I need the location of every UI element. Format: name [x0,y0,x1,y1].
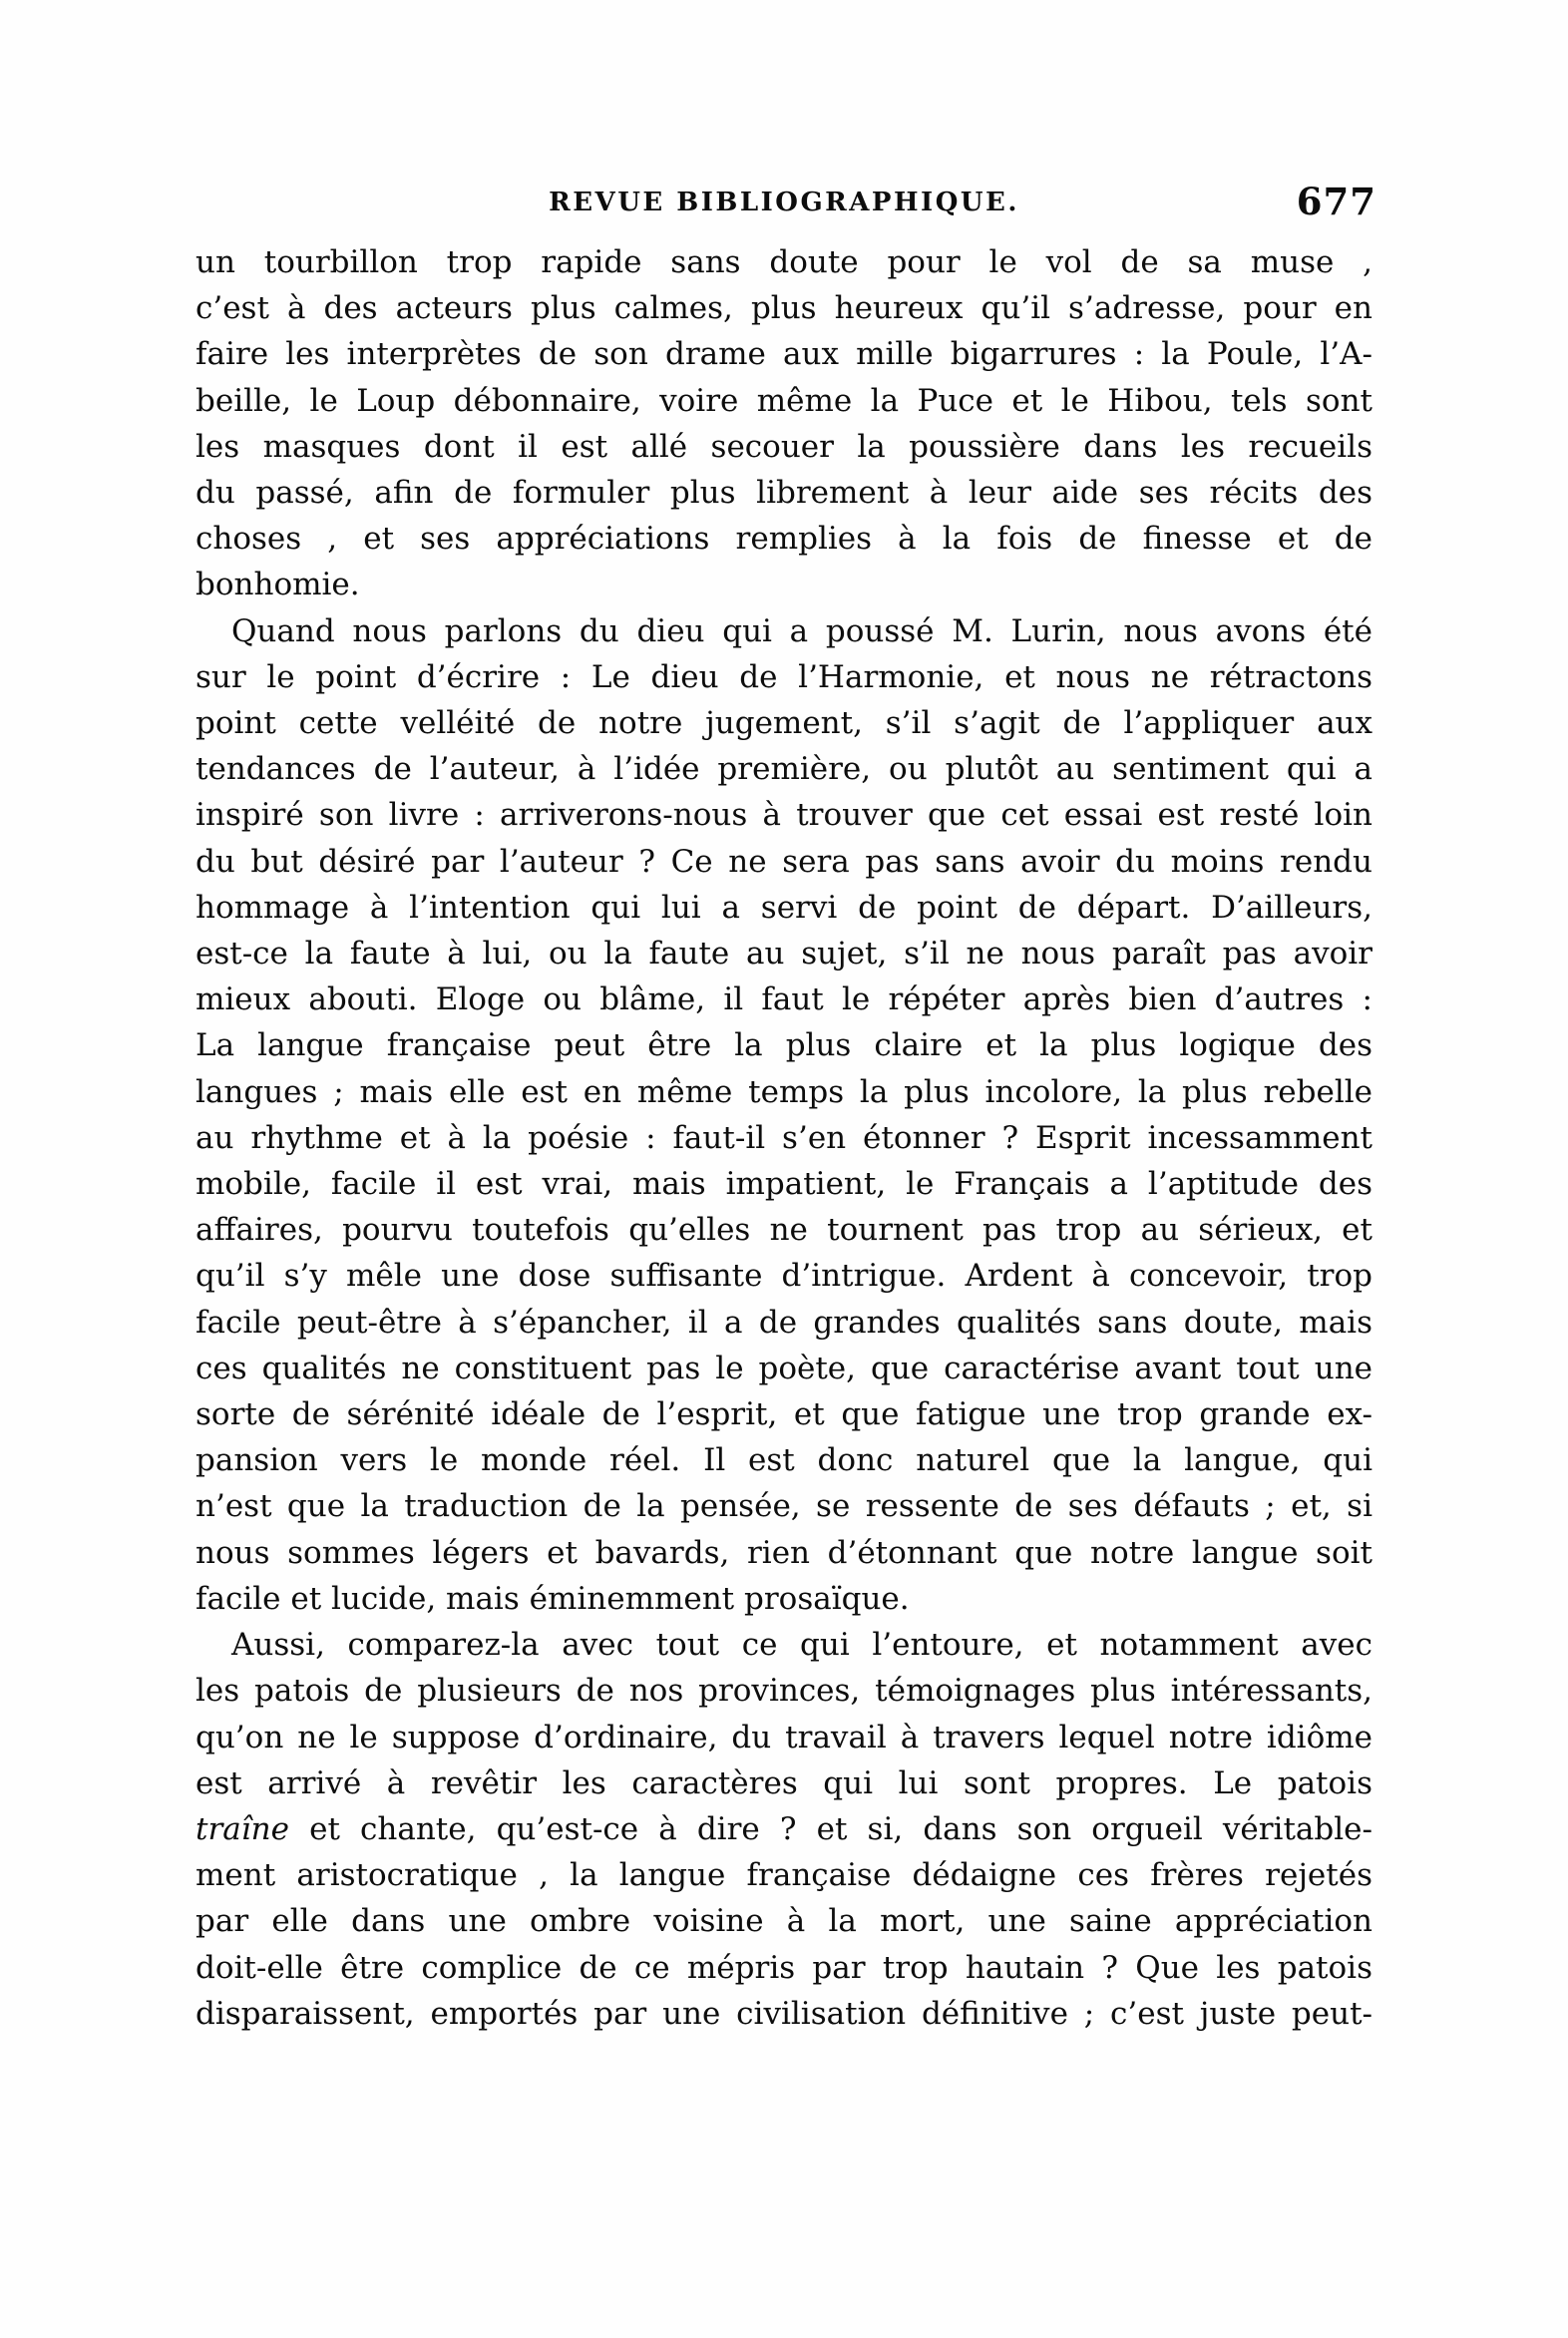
text-line: mieux abouti. Eloge ou blâme, il faut le répéter après bien d’autres : [196,981,1372,1018]
page-body [196,239,1372,2037]
text-line: pansion vers le monde réel. Il est donc naturel que la langue, qui [196,1442,1372,1479]
running-header-title: REVUE BIBLIOGRAPHIQUE. [549,188,1019,217]
text-line: point cette velléité de notre jugement, s’il s’agit de l’appliquer aux [196,705,1372,742]
text-line: Quand nous parlons du dieu qui a poussé M. Lurin, nous avons été [231,612,1372,649]
text-line: facile peut-être à s’épancher, il a de grandes qualités sans doute, mais [196,1304,1372,1341]
text-line: langues ; mais elle est en même temps la plus incolore, la plus rebelle [196,1073,1372,1110]
text-line: au rhythme et à la poésie : faut-il s’en étonner ? Esprit incessamment [196,1119,1372,1156]
italic-word: traîne [196,1810,289,1847]
text-line: du passé, afin de formuler plus librement à leur aide ses récits des [196,475,1372,512]
text-line: sur le point d’écrire : Le dieu de l’Harmonie, et nous ne rétractons [196,658,1372,695]
text-line: est arrivé à revêtir les caractères qui lui sont propres. Le patois [196,1764,1372,1801]
text-line: qu’il s’y mêle une dose suffisante d’intrigue. Ardent à concevoir, trop [196,1258,1372,1295]
text-line: sorte de sérénité idéale de l’esprit, et que fatigue une trop grande ex- [196,1396,1372,1433]
text-line: par elle dans une ombre voisine à la mort, une saine appréciation [196,1903,1372,1940]
text-line: c’est à des acteurs plus calmes, plus heureux qu’il s’adresse, pour en [196,290,1372,327]
text-line: n’est que la traduction de la pensée, se ressente de ses défauts ; et, si [196,1488,1372,1525]
text-line [196,1806,1372,1852]
text-line: facile et lucide, mais éminemment prosaïque. [196,1580,910,1617]
text-line: ces qualités ne constituent pas le poète, que caractérise avant tout une [196,1350,1372,1386]
text-line: tendances de l’auteur, à l’idée première, ou plutôt au sentiment qui a [196,751,1372,788]
text-line: est-ce la faute à lui, ou la faute au sujet, s’il ne nous paraît pas avoir [196,936,1372,973]
text-line: un tourbillon trop rapide sans doute pour le vol de sa muse , [196,244,1372,280]
text-line: les masques dont il est allé secouer la poussière dans les recueils [196,428,1372,465]
text-line: les patois de plusieurs de nos provinces, témoignages plus intéressants, [196,1673,1372,1710]
text-line-rest: et chante, qu’est-ce à dire ? et si, dans son orgueil véritable- [288,1810,1372,1847]
text-line: qu’on ne le suppose d’ordinaire, du travail à travers lequel notre idiôme [196,1719,1372,1755]
text-line: du but désiré par l’auteur ? Ce ne sera pas sans avoir du moins rendu [196,843,1372,880]
text-line: bonhomie. [196,567,360,603]
text-line: choses , et ses appréciations remplies à la fois de finesse et de [196,521,1372,558]
page-number: 677 [1296,180,1376,223]
text-line: nous sommes légers et bavards, rien d’étonnant que notre langue soit [196,1534,1372,1571]
text-line: affaires, pourvu toutefois qu’elles ne tournent pas trop au sérieux, et [196,1212,1372,1249]
text-line: beille, le Loup débonnaire, voire même la Puce et le Hibou, tels sont [196,382,1372,419]
text-line: doit-elle être complice de ce mépris par trop hautain ? Que les patois [196,1949,1372,1986]
text-line: hommage à l’intention qui lui a servi de point de départ. D’ailleurs, [196,889,1372,926]
text-line: Aussi, comparez-la avec tout ce qui l’entoure, et notamment avec [231,1627,1372,1664]
text-line: disparaissent, emportés par une civilisation définitive ; c’est juste peut- [196,1995,1372,2032]
text-line: inspiré son livre : arriverons-nous à trouver que cet essai est resté loin [196,797,1372,834]
text-line: mobile, facile il est vrai, mais impatient, le Français a l’aptitude des [196,1166,1372,1203]
text-line: La langue française peut être la plus claire et la plus logique des [196,1027,1372,1064]
text-line: ment aristocratique , la langue française dédaigne ces frères rejetés [196,1857,1372,1894]
text-line: faire les interprètes de son drame aux mille bigarrures : la Poule, l’A- [196,336,1372,373]
